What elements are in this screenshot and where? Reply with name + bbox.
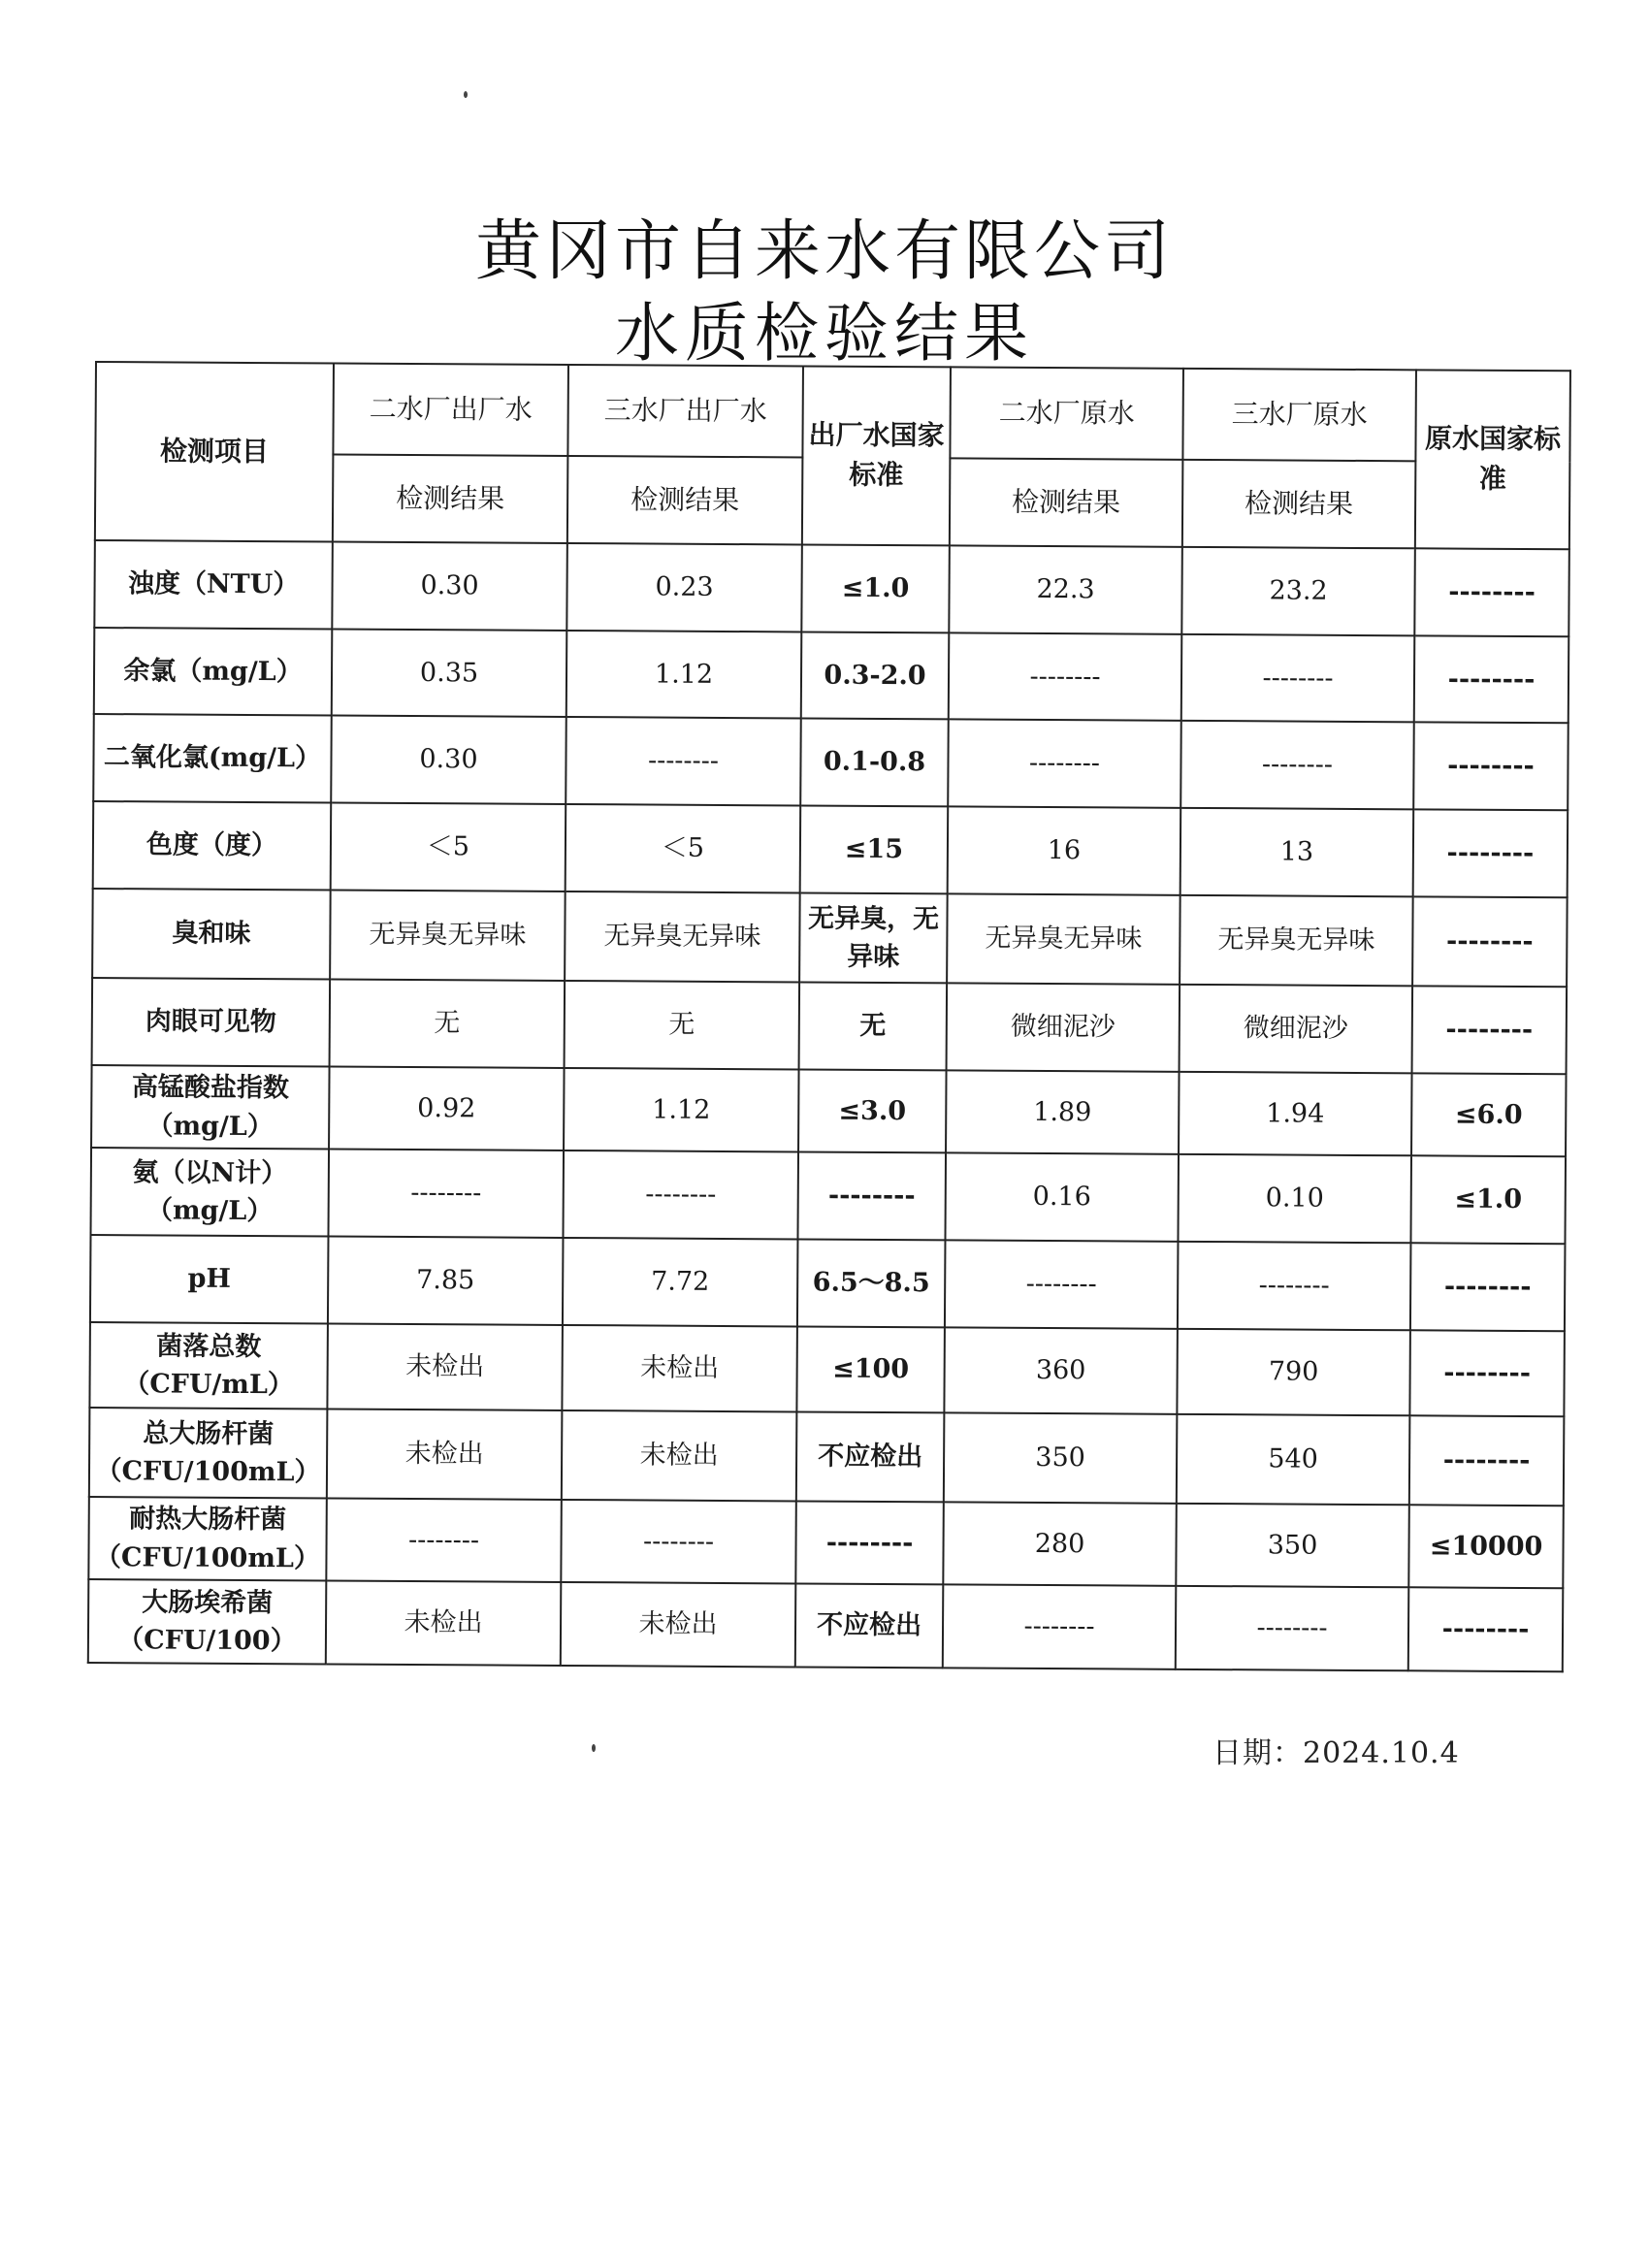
table-cell: 微细泥沙 (1180, 985, 1413, 1073)
table-row (89, 1322, 1565, 1416)
table-cell: 无异臭无异味 (1180, 895, 1413, 986)
row-item-label: 菌落总数（CFU/mL） (89, 1322, 328, 1409)
table-cell: -------- (948, 719, 1181, 807)
row-item-label: pH (90, 1235, 329, 1323)
table-cell: ≤100 (796, 1326, 945, 1412)
table-cell: 16 (948, 806, 1181, 894)
header-raw-standard: 原水国家标准 (1415, 370, 1570, 549)
row-item-label: 浊度（NTU） (94, 540, 333, 629)
header-plant2-raw: 二水厂原水 (950, 367, 1183, 459)
table-cell: 0.92 (329, 1066, 565, 1150)
table-cell: 350 (944, 1412, 1178, 1503)
table-cell: ≤1.0 (801, 544, 950, 632)
table-cell: 未检出 (562, 1410, 797, 1501)
table-row (94, 628, 1569, 723)
row-item-label: 总大肠杆菌（CFU/100mL） (89, 1408, 328, 1498)
table-cell: 无 (565, 981, 800, 1069)
table-row (94, 540, 1569, 636)
table-cell: -------- (1180, 721, 1414, 809)
table-cell: -------- (1414, 635, 1569, 723)
table-cell: -------- (1412, 986, 1568, 1074)
table-cell: -------- (1412, 896, 1568, 987)
table-cell: 无异臭无异味 (565, 891, 800, 982)
table-cell: 无异臭，无异味 (799, 892, 948, 983)
table-cell: 无 (330, 979, 566, 1067)
table-cell: -------- (1414, 548, 1569, 636)
table-cell: -------- (566, 717, 801, 805)
table-cell: 1.12 (564, 1068, 799, 1151)
table-cell: -------- (1178, 1242, 1411, 1330)
table-cell: 1.12 (566, 631, 802, 718)
table-cell: -------- (795, 1501, 944, 1584)
table-cell: -------- (1413, 722, 1568, 810)
table-cell: 未检出 (327, 1409, 563, 1499)
table-cell: -------- (326, 1498, 562, 1581)
table-cell: -------- (943, 1584, 1177, 1669)
row-item-label: 肉眼可见物 (92, 978, 331, 1066)
table-cell: 0.30 (331, 715, 566, 803)
table-cell: 7.72 (563, 1238, 798, 1326)
table-cell: ≤10000 (1408, 1505, 1564, 1588)
table-cell: -------- (1409, 1415, 1565, 1506)
row-item-label: 余氯（mg/L） (94, 628, 333, 715)
row-item-label: 氨（以N计）（mg/L） (90, 1148, 329, 1236)
table-cell: 无异臭无异味 (330, 890, 566, 980)
table-cell: ＜5 (566, 804, 801, 892)
table-cell: 0.35 (332, 629, 567, 716)
table-row (93, 714, 1568, 810)
table-row (92, 978, 1568, 1074)
table-cell: 540 (1177, 1414, 1410, 1505)
table-cell: -------- (1181, 634, 1415, 722)
table-cell: 0.3-2.0 (801, 632, 950, 719)
table-cell: 无 (799, 982, 948, 1070)
table-row (90, 1148, 1566, 1244)
table-cell: 0.23 (566, 543, 802, 632)
table-cell: 无异臭无异味 (947, 893, 1180, 984)
header-result: 检测结果 (1182, 460, 1416, 548)
table-cell: -------- (1410, 1243, 1566, 1331)
table-cell: -------- (561, 1500, 796, 1583)
header-plant3-out: 三水厂出厂水 (567, 365, 803, 457)
table-cell: 未检出 (561, 1582, 796, 1667)
table-cell: -------- (1408, 1587, 1564, 1671)
document-subtitle: 水质检验结果 (615, 296, 1034, 371)
table-cell: ≤3.0 (798, 1069, 947, 1152)
water-quality-table (87, 361, 1571, 1672)
table-cell: -------- (797, 1151, 946, 1240)
table-row (90, 1235, 1566, 1331)
table-cell: 未检出 (562, 1325, 797, 1411)
table-cell: 280 (943, 1502, 1177, 1585)
table-cell: -------- (1409, 1330, 1565, 1416)
table-row (88, 1497, 1563, 1588)
row-item-label: 高锰酸盐指数（mg/L） (91, 1065, 330, 1149)
table-cell: 1.94 (1179, 1072, 1412, 1155)
table-cell: 360 (944, 1327, 1178, 1413)
table-cell: -------- (563, 1150, 798, 1239)
header-item: 检测项目 (95, 362, 334, 541)
header-result: 检测结果 (333, 455, 568, 543)
table-cell: 1.89 (946, 1070, 1180, 1153)
table-cell: -------- (328, 1149, 564, 1237)
row-item-label: 色度（度） (93, 801, 332, 890)
table-cell: ≤15 (800, 805, 949, 893)
header-plant3-raw: 三水厂原水 (1182, 369, 1416, 461)
table-cell: 23.2 (1181, 547, 1415, 635)
document-title: 黄冈市自来水有限公司 (474, 213, 1174, 290)
table-cell: ≤6.0 (1411, 1073, 1567, 1156)
row-item-label: 臭和味 (92, 889, 331, 979)
row-item-label: 耐热大肠杆菌（CFU/100mL） (88, 1497, 327, 1580)
table-cell: 6.5～8.5 (797, 1239, 946, 1327)
scan-speck (592, 1744, 596, 1752)
table-cell: 微细泥沙 (947, 983, 1180, 1071)
table-cell: 0.16 (945, 1152, 1179, 1241)
table-row (91, 1065, 1566, 1156)
header-result: 检测结果 (567, 456, 803, 544)
header-result: 检测结果 (950, 458, 1183, 546)
table-row (88, 1579, 1563, 1671)
row-item-label: 大肠埃希菌（CFU/100） (88, 1579, 327, 1664)
table-cell: -------- (1413, 809, 1568, 897)
header-plant2-out: 二水厂出厂水 (333, 364, 568, 456)
table-cell: 未检出 (327, 1323, 563, 1409)
table-cell: 0.10 (1178, 1154, 1411, 1243)
table-cell: 未检出 (326, 1580, 562, 1665)
table-cell: ＜5 (331, 802, 566, 891)
table-cell: 790 (1177, 1329, 1410, 1415)
row-item-label: 二氧化氯(mg/L） (93, 714, 332, 802)
table-cell: 7.85 (328, 1236, 564, 1324)
table-cell: -------- (945, 1240, 1179, 1328)
table-row (92, 889, 1568, 987)
table-cell: 不应检出 (795, 1583, 944, 1668)
table-cell: 不应检出 (796, 1411, 945, 1502)
table-cell: -------- (949, 632, 1182, 720)
table-cell: 13 (1180, 808, 1414, 896)
table-cell: 0.1-0.8 (800, 718, 949, 806)
table-cell: 22.3 (949, 545, 1182, 633)
table-cell: -------- (1176, 1586, 1409, 1670)
table-row (89, 1408, 1565, 1506)
table-cell: ≤1.0 (1410, 1155, 1566, 1244)
table-row (93, 801, 1568, 897)
report-date: 日期：2024.10.4 (1212, 1736, 1460, 1770)
table-cell: 0.30 (332, 541, 567, 630)
table-cell: 350 (1176, 1504, 1409, 1587)
scan-speck (464, 91, 468, 98)
header-out-standard: 出厂水国家标准 (802, 366, 951, 545)
